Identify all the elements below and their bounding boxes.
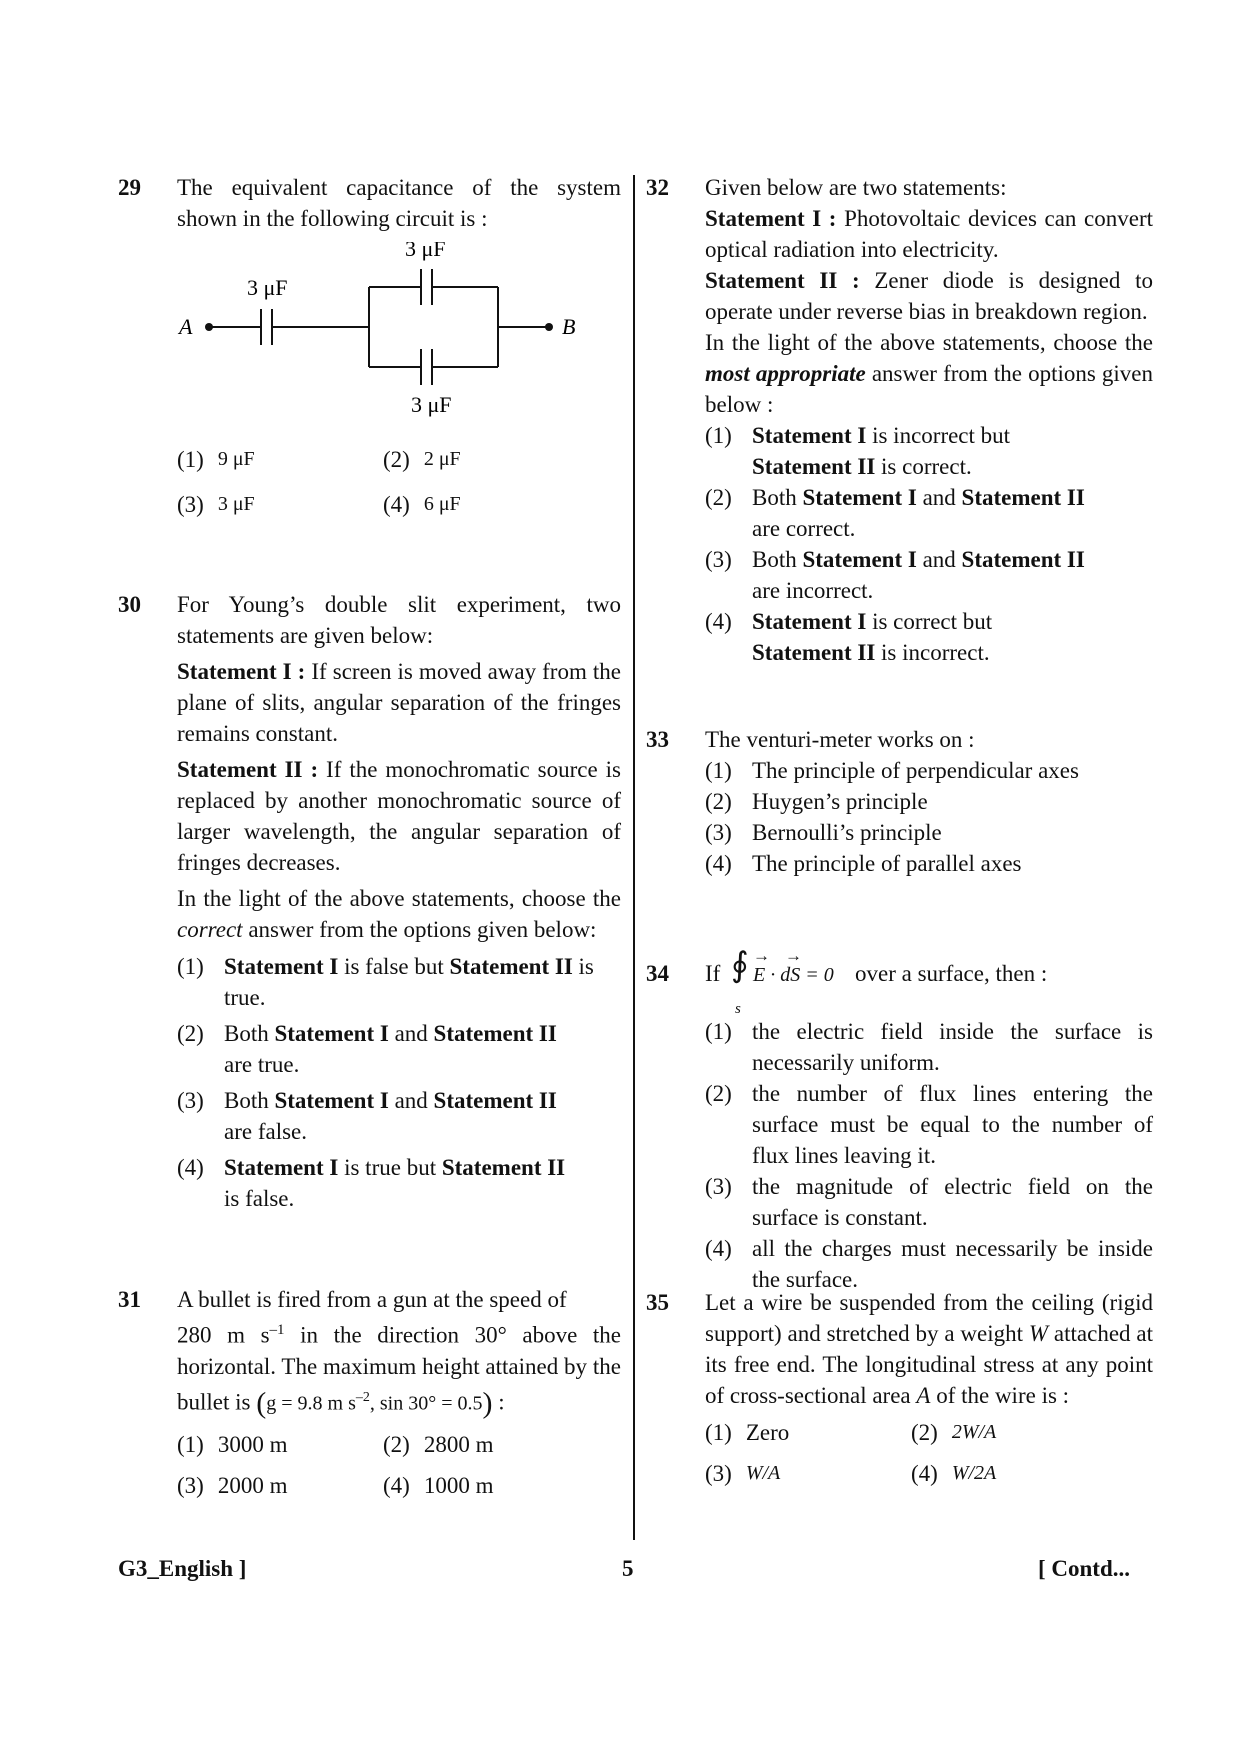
question-text: For Young’s double slit experiment, two statements are given below: <box>177 592 621 648</box>
question-text: Given below are two statements: <box>705 175 1007 200</box>
option-bold: Statement II <box>752 640 876 665</box>
speed-value: 280 m s <box>177 1322 270 1348</box>
option-1[interactable] <box>705 1417 911 1448</box>
option-bold: Statement II <box>752 454 876 479</box>
option-3[interactable] <box>177 1470 383 1501</box>
option-text: is true but <box>338 1155 442 1180</box>
option-2[interactable] <box>383 1429 583 1460</box>
question-text-part: of the wire is : <box>930 1383 1070 1408</box>
option-number: (1) <box>177 954 204 979</box>
option-text: the magnitude of electric field on the surface is constant. <box>752 1174 1153 1230</box>
option-1[interactable] <box>177 951 621 1013</box>
paren-close: ) <box>482 1386 493 1420</box>
option-text: The principle of parallel axes <box>752 851 1022 876</box>
option-number: (4) <box>383 1473 410 1499</box>
option-text: the electric field inside the surface is necessarily uniform. <box>752 1019 1153 1075</box>
option-number: (3) <box>705 1461 732 1486</box>
option-bold: Statement II <box>961 485 1085 510</box>
statement-text: If the monochromatic source is replaced by another monochromatic source of larger wavelength, the angular separation of fringes decreases. <box>177 757 621 875</box>
question-34 <box>646 936 1153 1295</box>
footer-paper-code: G3_English ] <box>118 1556 247 1581</box>
footer-page-number: 5 <box>622 1556 634 1581</box>
option-number: (3) <box>705 547 732 572</box>
option-text: 2800 m <box>423 1432 494 1458</box>
statement-1 <box>705 203 1153 265</box>
option-4[interactable] <box>705 606 1153 668</box>
option-text: 2000 m <box>217 1473 288 1499</box>
question-expression <box>705 936 1153 1017</box>
option-text: 6 μF <box>423 493 461 515</box>
question-number: 33 <box>646 727 669 752</box>
question-number: 32 <box>646 175 669 200</box>
option-bold: Statement I <box>752 423 867 448</box>
option-number: (2) <box>383 1432 410 1458</box>
option-number: (4) <box>911 1461 938 1486</box>
option-text: W/2A <box>951 1462 997 1484</box>
option-text: Bernoulli’s principle <box>752 820 942 845</box>
options <box>705 1417 1153 1489</box>
option-number: (4) <box>705 609 732 634</box>
question-text-part: in the direction 30° above the horizontal. The maximum height attained by the bullet is <box>177 1322 622 1415</box>
option-text: 2 μF <box>423 448 461 470</box>
option-text: is false. <box>224 1186 295 1211</box>
option-bold: Statement I <box>224 1155 339 1180</box>
option-text: are false. <box>224 1119 307 1144</box>
cap-label-top: 3 μF <box>405 242 446 261</box>
option-number: (3) <box>177 1473 204 1499</box>
question-text: over a surface, then : <box>855 961 1048 986</box>
option-1[interactable] <box>705 420 1153 482</box>
option-text: 9 μF <box>217 448 255 470</box>
label-a: A <box>179 314 193 339</box>
option-text: is correct but <box>866 609 993 634</box>
statement-label: Statement II : <box>177 757 319 782</box>
cap-label-bottom: 3 μF <box>411 392 452 417</box>
question-text <box>177 1284 621 1419</box>
options <box>177 951 621 1214</box>
terminal-b <box>545 323 553 331</box>
instruction-emphasis: correct <box>177 917 243 942</box>
symbol-a: A <box>916 1383 931 1408</box>
option-text: is true. <box>224 954 594 1010</box>
options <box>177 1429 621 1501</box>
option-text: 1000 m <box>423 1473 494 1499</box>
vector-arrow-ds: → <box>785 946 802 965</box>
option-text: The principle of perpendicular axes <box>752 758 1079 783</box>
option-1[interactable] <box>177 1429 383 1460</box>
option-number: (2) <box>705 485 732 510</box>
option-2[interactable] <box>383 444 583 475</box>
option-bold: Statement I <box>752 609 867 634</box>
footer-continued: [ Contd... <box>1038 1556 1131 1581</box>
options <box>177 444 621 520</box>
cap-label-series: 3 μF <box>247 275 288 300</box>
option-3[interactable] <box>177 489 383 520</box>
option-bold: Statement I <box>802 547 917 572</box>
option-text: 3 μF <box>217 493 255 515</box>
question-text-part: attached at its free end. The longitudinal stress at any point of cross-sectional area <box>705 1321 1153 1408</box>
question-31 <box>118 1284 621 1501</box>
question-text <box>705 1287 1153 1411</box>
option-4[interactable] <box>705 1233 1153 1295</box>
option-bold: Statement I <box>224 954 339 979</box>
instruction <box>177 883 621 945</box>
colon: : <box>498 1389 505 1415</box>
option-text: are true. <box>224 1052 300 1077</box>
option-bold: Statement II <box>433 1088 557 1113</box>
option-2[interactable] <box>705 1078 1153 1171</box>
option-text: is false but <box>338 954 450 979</box>
option-number: (3) <box>705 1174 732 1199</box>
option-number: (4) <box>705 1236 732 1261</box>
option-number: (2) <box>177 1021 204 1046</box>
question-35 <box>646 1287 1153 1489</box>
statement-2 <box>177 754 621 878</box>
option-text: and <box>388 1088 434 1113</box>
option-2[interactable] <box>177 1018 621 1080</box>
speed-exponent: –1 <box>269 1322 285 1338</box>
vector-arrow-e: → <box>753 946 770 965</box>
option-3[interactable] <box>705 544 1153 606</box>
capacitor-circuit-diagram <box>177 242 597 422</box>
option-bold: Statement I <box>274 1088 389 1113</box>
given-g: g = 9.8 m s <box>266 1392 356 1415</box>
question-number: 31 <box>118 1287 141 1312</box>
option-bold: Statement II <box>961 547 1085 572</box>
symbol-w: W <box>1028 1321 1049 1346</box>
given-exponent: –2 <box>355 1389 370 1405</box>
instruction-text: In the light of the above statements, choose the <box>177 886 621 911</box>
options <box>705 755 1153 879</box>
option-number: (2) <box>705 1081 732 1106</box>
statement-text: If screen is moved away from the plane of slits, angular separation of the fringes remains constant. <box>177 659 621 746</box>
question-text: The venturi-meter works on : <box>705 727 975 752</box>
option-number: (1) <box>705 1420 732 1445</box>
instruction-emphasis: most appropriate <box>705 361 866 386</box>
option-4[interactable] <box>705 848 1153 879</box>
question-29 <box>118 172 621 520</box>
label-b: B <box>562 314 576 339</box>
option-text: and <box>388 1021 434 1046</box>
option-bold: Statement II <box>449 954 573 979</box>
question-number: 30 <box>118 592 141 617</box>
question-33 <box>646 724 1153 879</box>
option-number: (4) <box>705 851 732 876</box>
statement-text: Photovoltaic devices can convert optical radiation into electricity. <box>705 206 1154 262</box>
option-number: (2) <box>911 1420 938 1445</box>
option-text: Both <box>224 1088 275 1113</box>
option-number: (1) <box>177 447 204 472</box>
option-3[interactable] <box>705 1458 911 1489</box>
statement-label: Statement II : <box>705 268 860 293</box>
statement-text: Zener diode is designed to operate under reverse bias in breakdown region. <box>705 268 1153 324</box>
paren-open: ( <box>256 1386 267 1420</box>
option-number: (4) <box>177 1155 204 1180</box>
given-sin: , sin 30° = 0.5 <box>369 1392 483 1415</box>
option-text: Both <box>752 547 803 572</box>
option-3[interactable] <box>705 817 1153 848</box>
option-4[interactable] <box>383 489 583 520</box>
option-text: Both <box>752 485 803 510</box>
question-text-part: A bullet is fired from a gun at the speed of <box>177 1287 567 1312</box>
option-number: (4) <box>383 492 410 517</box>
option-bold: Statement I <box>802 485 917 510</box>
statement-2 <box>705 265 1153 327</box>
option-text: W/A <box>745 1462 781 1484</box>
option-number: (3) <box>705 820 732 845</box>
terminal-a <box>205 323 213 331</box>
statement-label: Statement I : <box>705 206 837 231</box>
option-2[interactable] <box>705 482 1153 544</box>
option-2[interactable] <box>705 786 1153 817</box>
option-4[interactable] <box>911 1458 1111 1489</box>
question-30 <box>118 589 621 1214</box>
option-text: are correct. <box>752 516 856 541</box>
integral-subscript: s <box>735 1001 741 1017</box>
option-4[interactable] <box>383 1470 583 1501</box>
question-number: 35 <box>646 1290 669 1315</box>
option-text: is correct. <box>875 454 972 479</box>
flux-expression: E · dS = 0 <box>753 964 834 986</box>
option-1[interactable] <box>705 1016 1153 1078</box>
option-4[interactable] <box>177 1152 621 1214</box>
option-number: (3) <box>177 492 204 517</box>
option-text: are incorrect. <box>752 578 874 603</box>
option-text: and <box>916 485 962 510</box>
option-1[interactable] <box>705 755 1153 786</box>
option-text: Huygen’s principle <box>752 789 928 814</box>
option-text: is incorrect but <box>866 423 1011 448</box>
question-text-part: Let a wire be suspended from the ceiling (rigid support) and stretched by a weight <box>705 1290 1153 1346</box>
option-text: Zero <box>745 1420 790 1445</box>
instruction-text: In the light of the above statements, choose the <box>705 330 1153 355</box>
option-2[interactable] <box>911 1417 1111 1448</box>
option-number: (1) <box>705 758 732 783</box>
option-text: all the charges must necessarily be inside the surface. <box>752 1236 1153 1292</box>
option-1[interactable] <box>177 444 383 475</box>
option-3[interactable] <box>705 1171 1153 1233</box>
instruction <box>705 327 1153 420</box>
option-number: (1) <box>705 1019 732 1044</box>
option-text: 2W/A <box>951 1421 997 1443</box>
option-text: the number of flux lines entering the surface must be equal to the number of flux lines leaving it. <box>752 1081 1153 1168</box>
option-bold: Statement I <box>274 1021 389 1046</box>
contour-integral-symbol: ∮ <box>731 947 749 984</box>
option-number: (1) <box>705 423 732 448</box>
question-number: 34 <box>646 961 669 986</box>
option-number: (2) <box>383 447 410 472</box>
option-bold: Statement II <box>441 1155 566 1180</box>
question-text: The equivalent capacitance of the system shown in the following circuit is : <box>177 175 621 231</box>
question-number: 29 <box>118 175 141 200</box>
option-text: is incorrect. <box>875 640 990 665</box>
option-3[interactable] <box>177 1085 621 1147</box>
option-bold: Statement II <box>433 1021 557 1046</box>
option-text: and <box>916 547 962 572</box>
options <box>705 1016 1153 1295</box>
column-divider <box>633 175 635 1540</box>
option-number: (1) <box>177 1432 204 1458</box>
instruction-text: answer from the options given below : <box>705 361 1154 417</box>
instruction-text: answer from the options given below: <box>242 917 597 942</box>
question-32 <box>646 172 1153 668</box>
statement-1 <box>177 656 621 749</box>
option-text: 3000 m <box>217 1432 288 1458</box>
if-word: If <box>705 961 721 986</box>
options <box>705 420 1153 668</box>
option-number: (3) <box>177 1088 204 1113</box>
statement-label: Statement I : <box>177 659 306 684</box>
option-text: Both <box>224 1021 275 1046</box>
option-number: (2) <box>705 789 732 814</box>
